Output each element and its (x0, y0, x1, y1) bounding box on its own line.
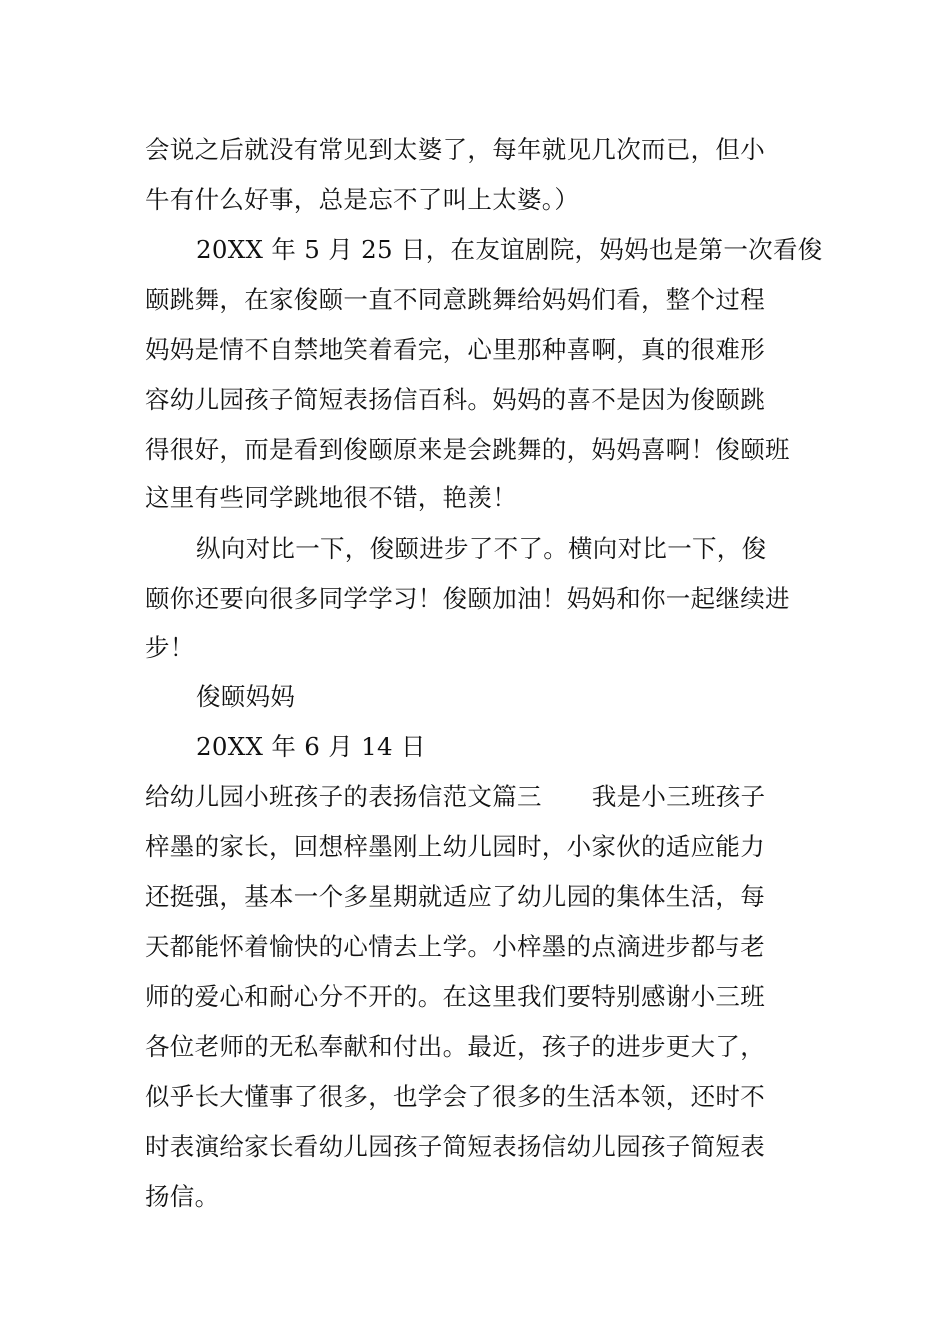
section-heading: 给幼儿园小班孩子的表扬信范文篇三 (145, 782, 542, 811)
text-line: 妈妈是情不自禁地笑着看完，心里那种喜啊，真的很难形 (145, 335, 765, 364)
text-line: 会说之后就没有常见到太婆了，每年就见几次而已，但小 (145, 135, 765, 164)
signature-line: 俊颐妈妈 (196, 682, 296, 711)
text-line: 时表演给家长看幼儿园孩子简短表扬信幼儿园孩子简短表 (145, 1132, 765, 1161)
text-line: 扬信。 (145, 1182, 220, 1211)
text-line: 颐你还要向很多同学学习！俊颐加油！妈妈和你一起继续进 (145, 584, 790, 613)
text-line: 还挺强，基本一个多星期就适应了幼儿园的集体生活，每 (145, 882, 765, 911)
text-line: 纵向对比一下，俊颐进步了不了。横向对比一下，俊 (196, 534, 767, 563)
text-line: 步！ (145, 633, 195, 662)
text-fragment: 我是小三班孩子 (591, 782, 766, 811)
text-line: 这里有些同学跳地很不错，艳羡！ (145, 483, 517, 512)
text-line: 天都能怀着愉快的心情去上学。小梓墨的点滴进步都与老 (145, 932, 765, 961)
section-heading-line (145, 777, 950, 817)
text-line: 似乎长大懂事了很多，也学会了很多的生活本领，还时不 (145, 1082, 765, 1111)
date-line: 20XX 年 6 月 14 日 (196, 732, 426, 761)
text-line: 20XX 年 5 月 25 日，在友谊剧院，妈妈也是第一次看俊 (196, 235, 823, 264)
text-line: 得很好，而是看到俊颐原来是会跳舞的，妈妈喜啊！俊颐班 (145, 435, 790, 464)
text-line: 牛有什么好事，总是忘不了叫上太婆。） (145, 185, 580, 214)
text-line: 容幼儿园孩子简短表扬信百科。妈妈的喜不是因为俊颐跳 (145, 385, 765, 414)
text-line: 梓墨的家长，回想梓墨刚上幼儿园时，小家伙的适应能力 (145, 832, 765, 861)
text-line: 师的爱心和耐心分不开的。在这里我们要特别感谢小三班 (145, 982, 765, 1011)
text-line: 各位老师的无私奉献和付出。最近，孩子的进步更大了， (145, 1032, 765, 1061)
text-line: 颐跳舞，在家俊颐一直不同意跳舞给妈妈们看，整个过程 (145, 285, 765, 314)
